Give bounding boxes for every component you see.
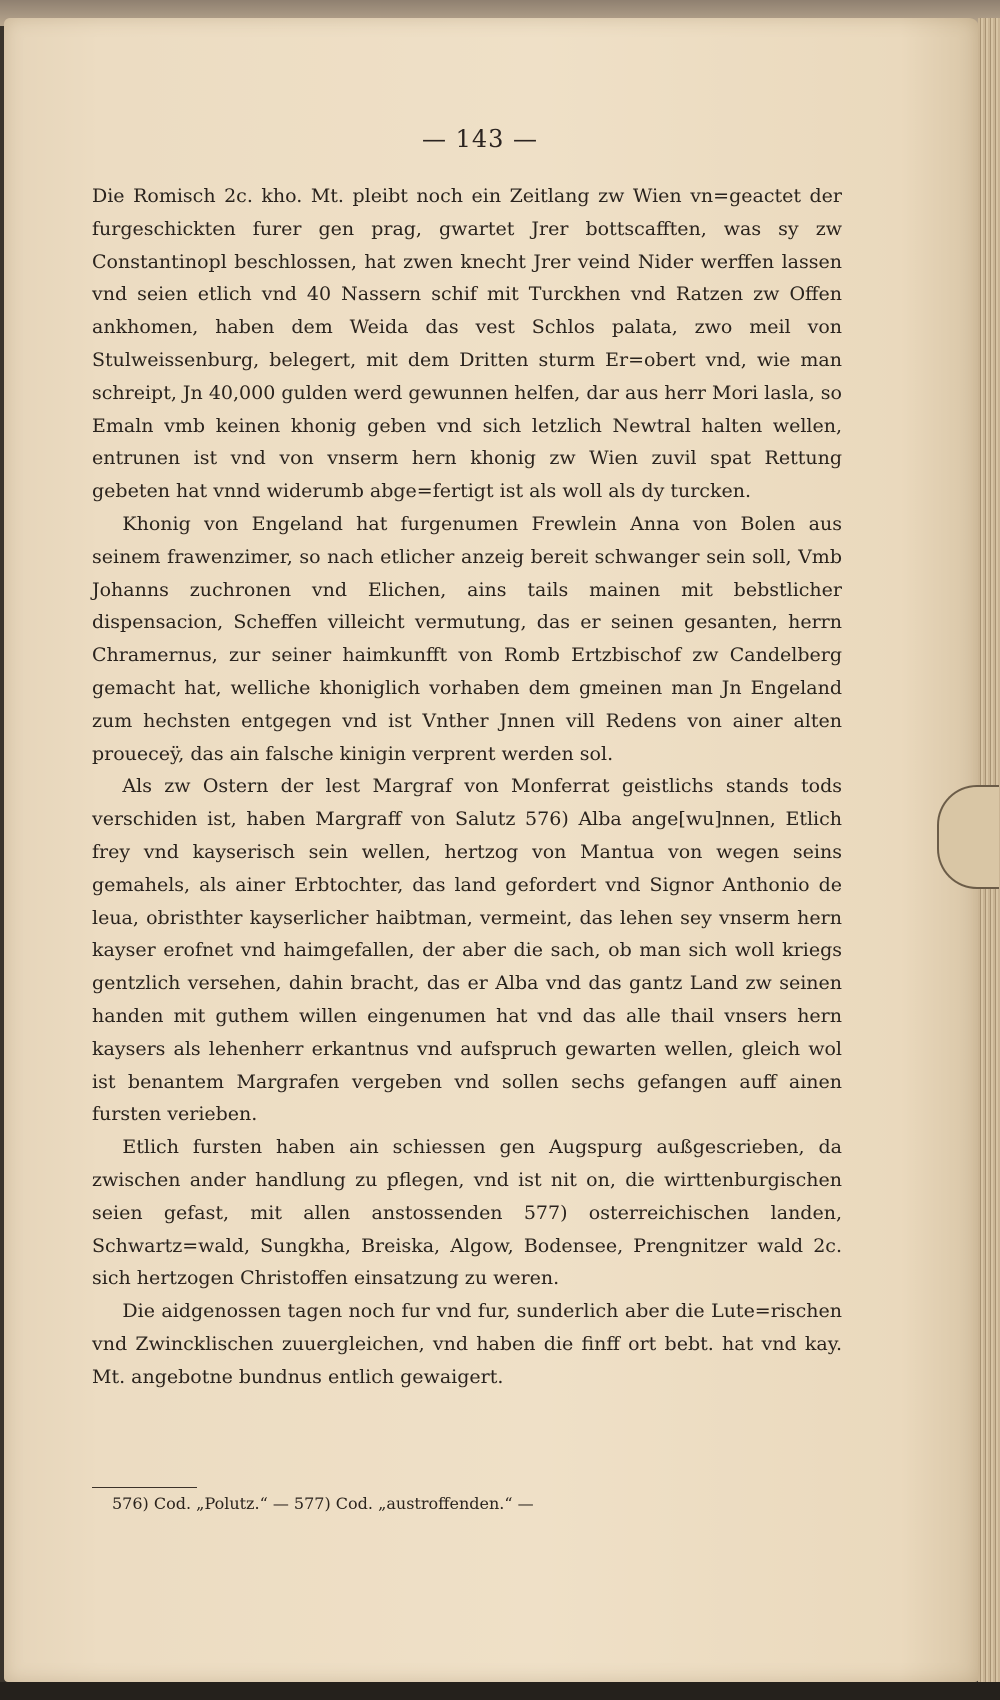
body-text [92,180,842,1393]
footnote-separator [92,1487,197,1488]
paragraph-1: Die Romisch 2c. kho. Mt. pleibt noch ein Zeitlang zw Wien vn=geactet der furgeschickten furer gen prag, gwartet Jrer bottscafften, was sy zw Constantinopl beschlossen, hat zwen knecht Jrer veind Nider werffen lassen vnd seien etlich vnd 40 Nassern schif mit Turckhen vnd Ratzen zw Offen ankhomen, haben dem Weida das vest Schlos palata, zwo meil von Stulweissenburg, belegert, mit dem Dritten sturm Er=obert vnd, wie man schreipt, Jn 40,000 gulden werd gewunnen helfen, dar aus herr Mori lasla, so Emaln vmb keinen khonig geben vnd sich letzlich Newtral halten wellen, entrunen ist vnd von vnserm hern khonig zw Wien zuvil spat Rettung gebeten hat vnnd widerumb abge=fertigt ist als woll als dy turcken. [92,185,842,503]
footnote: 576) Cod. „Polutz.“ — 577) Cod. „austroffenden.“ — [112,1494,534,1513]
paragraph-2: Khonig von Engeland hat furgenumen Frewlein Anna von Bolen aus seinem frawenzimer, so nach etlicher anzeig bereit schwanger sein soll, Vmb Johanns zuchronen vnd Elichen, ains tails mainen mit bebstlicher dispensacion, Scheffen villeicht vermutung, das er seinen gesanten, herrn Chramernus, zur seiner haimkunfft von Romb Ertzbischof zw Candelberg gemacht hat, welliche khoniglich vorhaben dem gmeinen man Jn Engeland zum hechsten entgegen vnd ist Vnther Jnnen vill Redens von ainer alten proueceÿ, das ain falsche kinigin verprent werden sol. [92,512,842,765]
paragraph-4: Etlich fursten haben ain schiessen gen Augspurg außgescrieben, da zwischen ander handlung zu pflegen, vnd ist nit on, die wirttenburgischen seien gefast, mit allen anstossenden 577) osterreichischen landen, Schwartz=wald, Sungkha, Breiska, Algow, Bodensee, Prengnitzer wald 2c. sich hertzogen Christoffen einsatzung zu weren. [92,1136,842,1290]
scan-bottom-edge [0,1682,1000,1700]
paragraph-5: Die aidgenossen tagen noch fur vnd fur, sunderlich aber die Lute=rischen vnd Zwincklischen zuuergleichen, vnd haben die finff ort bebt. hat vnd kay. Mt. angebotne bundnus entlich gewaigert. [92,1300,842,1388]
bookmark-ribbon [937,785,999,889]
paragraph-3: Als zw Ostern der lest Margraf von Monferrat geistlichs stands tods verschiden ist, haben Margraff von Salutz 576) Alba ange[wu]nnen, Etlich frey vnd kayserisch sein wellen, hertzog von Mantua von wegen seins gemahels, als ainer Erbtochter, das land gefordert vnd Signor Anthonio de leua, obristhter kayserlicher haibtman, vermeint, das lehen sey vnserm hern kayser erofnet vnd haimgefallen, der aber die sach, ob man sich woll kriegs gentzlich versehen, dahin bracht, das er Alba vnd das gantz Land zw seinen handen mit guthem willen eingenumen hat vnd das alle thail vnsers hern kaysers als lehenherr erkantnus vnd aufspruch gewarten wellen, gleich wol ist benantem Margrafen vergeben vnd sollen sechs gefangen auff ainen fursten verieben. [92,775,842,1126]
page-number: — 143 — [421,125,539,153]
